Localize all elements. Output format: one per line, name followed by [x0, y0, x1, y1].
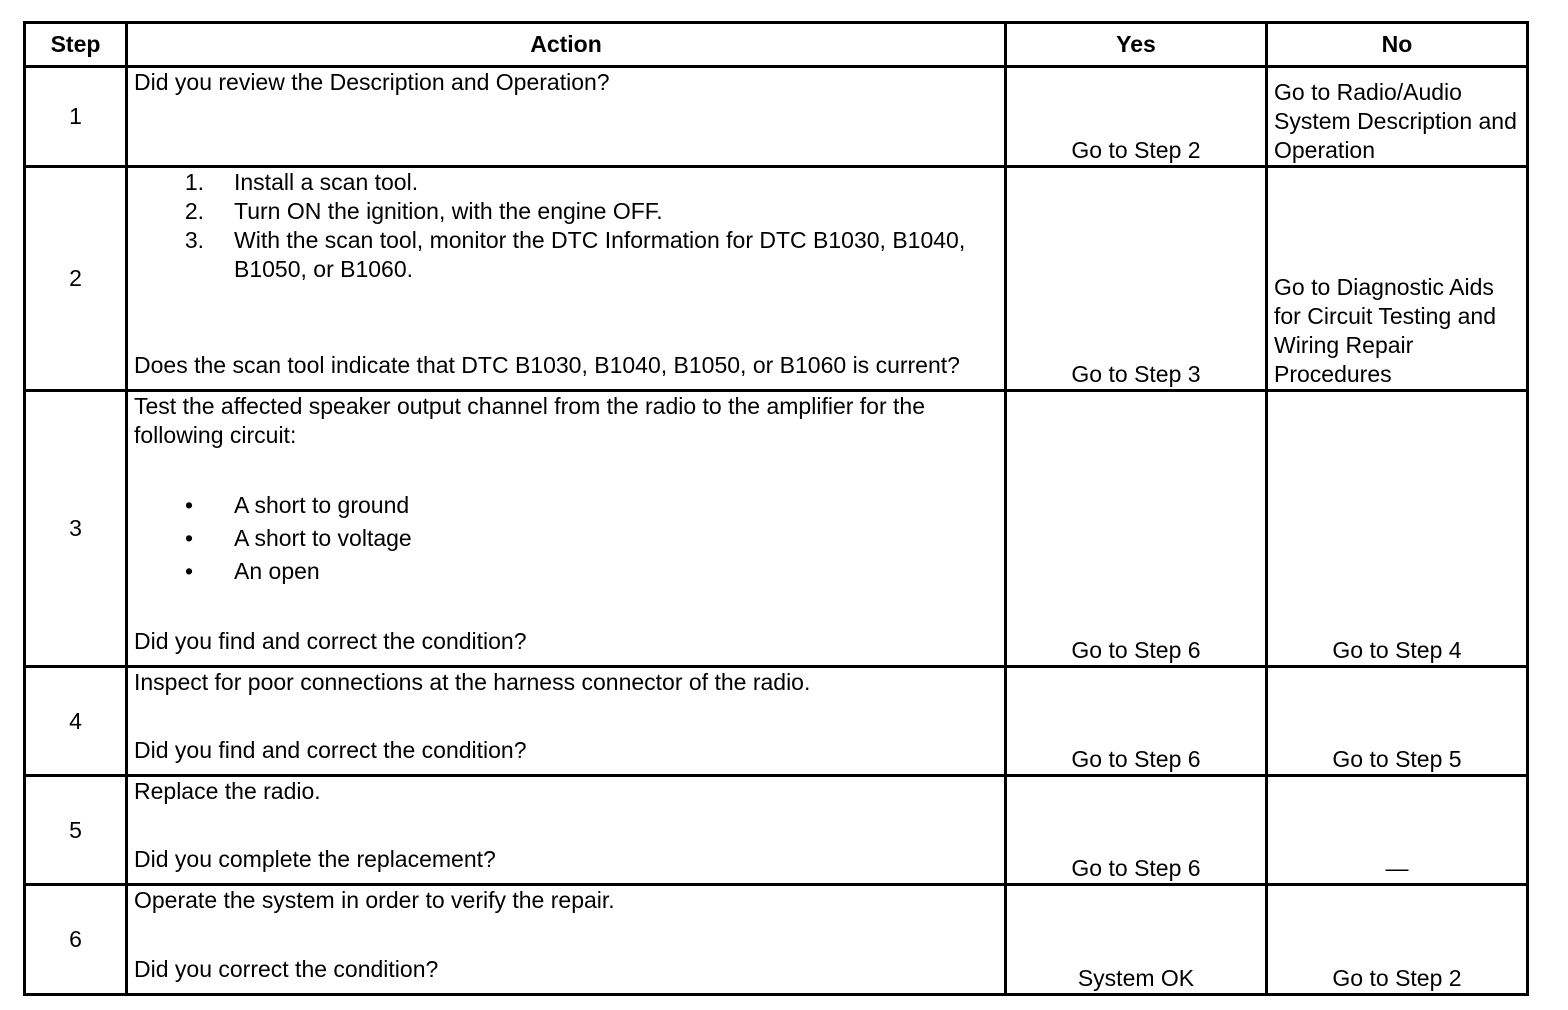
action-question: Did you complete the replacement?: [134, 846, 496, 872]
table-row: [25, 167, 1528, 391]
list-text: With the scan tool, monitor the DTC Information for DTC B1030, B1040, B1050, or B1060.: [234, 227, 966, 282]
action-cell: [127, 885, 1006, 995]
no-cell: Go to Diagnostic Aids for Circuit Testing and Wiring Repair Procedures: [1267, 167, 1528, 391]
yes-cell: Go to Step 6: [1006, 667, 1267, 776]
action-cell: [127, 667, 1006, 776]
action-question: Did you review the Description and Operation?: [134, 69, 610, 95]
action-question: Did you find and correct the condition?: [134, 628, 527, 654]
circuit-list: [134, 489, 998, 588]
header-step: Step: [25, 23, 127, 67]
list-text: A short to ground: [234, 492, 410, 518]
step-number: 6: [25, 885, 127, 995]
action-cell: [127, 67, 1006, 167]
header-action: Action: [127, 23, 1006, 67]
table-row: [25, 776, 1528, 885]
list-text: An open: [234, 558, 320, 584]
list-item: [134, 489, 998, 522]
action-question: Does the scan tool indicate that DTC B1030, B1040, B1050, or B1060 is current?: [134, 352, 960, 378]
header-row: [25, 23, 1528, 67]
yes-cell: System OK: [1006, 885, 1267, 995]
no-cell: —: [1267, 776, 1528, 885]
action-question: Did you find and correct the condition?: [134, 737, 527, 763]
step-number: 3: [25, 391, 127, 667]
step-number: 4: [25, 667, 127, 776]
list-item: [134, 555, 998, 588]
list-item: [134, 197, 998, 226]
table-row: [25, 667, 1528, 776]
action-cell: [127, 776, 1006, 885]
yes-cell: Go to Step 3: [1006, 167, 1267, 391]
no-cell: Go to Step 5: [1267, 667, 1528, 776]
action-question: Did you correct the condition?: [134, 956, 439, 982]
yes-cell: Go to Step 2: [1006, 67, 1267, 167]
action-cell: [127, 391, 1006, 667]
list-number: 1.: [184, 169, 204, 195]
no-cell: Go to Step 4: [1267, 391, 1528, 667]
list-item: [134, 168, 998, 197]
header-yes: Yes: [1006, 23, 1267, 67]
list-text: Install a scan tool.: [234, 169, 419, 195]
no-cell: Go to Step 2: [1267, 885, 1528, 995]
step-number: 2: [25, 167, 127, 391]
list-text: A short to voltage: [234, 525, 412, 551]
action-instruction: Replace the radio.: [134, 778, 321, 804]
table-row: [25, 391, 1528, 667]
action-instruction: Operate the system in order to verify the repair.: [134, 887, 615, 913]
yes-cell: Go to Step 6: [1006, 776, 1267, 885]
procedure-list: [134, 168, 998, 284]
no-cell: Go to Radio/Audio System Description and Operation: [1267, 67, 1528, 167]
list-number: 2.: [184, 198, 204, 224]
diagnostic-table: [23, 21, 1529, 996]
action-instruction: Test the affected speaker output channel from the radio to the amplifier for the following circuit:: [134, 393, 925, 448]
list-item: [134, 522, 998, 555]
list-item: [134, 226, 998, 284]
bullet: •: [184, 525, 194, 551]
step-number: 1: [25, 67, 127, 167]
table-row: [25, 885, 1528, 995]
table-row: [25, 67, 1528, 167]
list-number: 3.: [184, 227, 204, 253]
bullet: •: [184, 558, 194, 584]
action-cell: [127, 167, 1006, 391]
yes-cell: Go to Step 6: [1006, 391, 1267, 667]
header-no: No: [1267, 23, 1528, 67]
action-instruction: Inspect for poor connections at the harness connector of the radio.: [134, 669, 811, 695]
bullet: •: [184, 492, 194, 518]
list-text: Turn ON the ignition, with the engine OFF.: [234, 198, 663, 224]
step-number: 5: [25, 776, 127, 885]
